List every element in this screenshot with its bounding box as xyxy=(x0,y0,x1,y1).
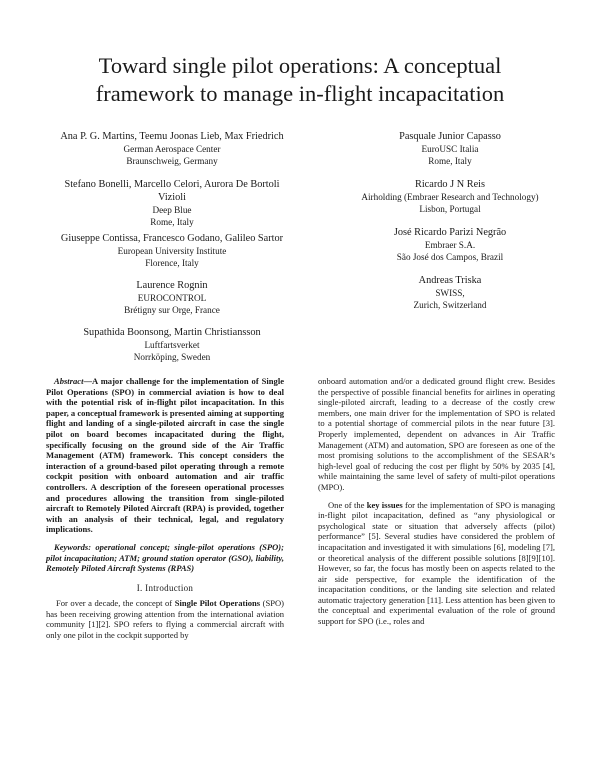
key-issues-paragraph xyxy=(318,500,555,627)
author-names: Laurence Rognin xyxy=(136,280,208,291)
location: Norrköping, Sweden xyxy=(133,351,211,362)
abstract-label: Abstract xyxy=(54,376,84,386)
section-heading-introduction: I. Introduction xyxy=(136,582,194,593)
location: Zurich, Switzerland xyxy=(413,299,487,310)
intro-bold-term: Single Pilot Operations xyxy=(174,598,261,609)
author-block-swiss xyxy=(320,274,580,311)
author-block-lfv xyxy=(40,326,304,363)
affiliation: SWISS, xyxy=(435,288,465,298)
key-issues-bold-term: key issues xyxy=(366,499,403,510)
location: Brétigny sur Orge, France xyxy=(124,304,220,315)
author-names: José Ricardo Parizi Negrão xyxy=(393,227,507,238)
key-issues-text-b: for the implementation of SPO is managing in-flight pilot incapacitation, defined as “any physiological or psychological state or situation that adversely affects (pilot) performance” [5]. Several studies have considered the problem of incapacitation and investigated it with simulations [6], modeling [7], or theoretical analysis of the different possible solutions [8][9][10]. However, so far, the focus has mostly been on aspects related to the air side perspective, for example the identification of the incapacitation conditions, or the landing site selection and related automatic trajectory generation [11]. Less attention has been given to the conceptual and experimental evaluation of the role of ground support for SPO (i.e., roles and xyxy=(318,499,555,627)
author-block-eui xyxy=(40,232,304,269)
intro-text-b: (SPO) has been receiving growing attention from the international aviation community [1][2]. SPO refers to flying a commercial aircraft with only one pilot in the cockpit supported by xyxy=(46,598,284,641)
abstract xyxy=(46,376,284,535)
author-block-dlr xyxy=(40,130,304,167)
location: Rome, Italy xyxy=(150,216,194,227)
location: São José dos Campos, Brazil xyxy=(396,251,504,262)
author-names: Giuseppe Contissa, Francesco Godano, Galileo Sartor xyxy=(60,233,284,244)
keywords xyxy=(46,542,284,574)
author-names: Ricardo J N Reis xyxy=(414,179,486,190)
title-line-2: framework to manage in-flight incapacitation xyxy=(95,81,505,106)
author-names: Ana P. G. Martins, Teemu Joonas Lieb, Max Friedrich xyxy=(60,131,284,142)
author-block-deepblue xyxy=(40,178,304,228)
key-issues-text-a: One of the xyxy=(328,499,367,510)
abstract-text: —A major challenge for the implementation of Single Pilot Operations (SPO) in commercial aviation is how to deal with the potential risk of in-flight pilot incapacitation. In this paper, a conceptual framework is presented aiming at supporting flight and landing of a single-piloted aircraft in case the single pilot on board becomes incapacitated during the flight, specifically focusing on the ground side of the Air Traffic Management (ATM) framework. This concept considers the interaction of a ground-based pilot operating through a remote cockpit position with onboard automation and air traffic controllers. A description of the foreseen operational processes and procedures allowing the transition from single-piloted aircraft to Remotely Piloted Aircraft (RPA) is provided, together with an analysis of their technical, legal, and regulatory implications. xyxy=(46,376,284,535)
author-block-eurocontrol xyxy=(40,279,304,316)
affiliation: German Aerospace Center xyxy=(123,144,221,154)
location: Lisbon, Portugal xyxy=(419,203,481,214)
location: Florence, Italy xyxy=(145,257,199,268)
affiliation: EUROCONTROL xyxy=(137,293,207,303)
author-block-embraer xyxy=(320,226,580,263)
affiliation: EuroUSC Italia xyxy=(421,144,479,154)
keywords-text: operational concept; single-pilot operations (SPO); pilot incapacitation; ATM; ground station operator (GSO), liability, Remotely Piloted Aircraft Systems (RPAS) xyxy=(46,541,284,574)
author-names: Stefano Bonelli, Marcello Celori, Aurora De Bortoli Vizioli xyxy=(64,179,280,203)
author-names: Andreas Triska xyxy=(418,275,482,286)
author-names: Supathida Boonsong, Martin Christiansson xyxy=(83,327,261,338)
affiliation: Embraer S.A. xyxy=(424,240,476,250)
right-text-column xyxy=(318,376,555,627)
authors-left-column xyxy=(40,130,304,363)
keywords-label: Keywords: xyxy=(54,541,92,552)
author-block-eurousc xyxy=(320,130,580,167)
author-names: Pasquale Junior Capasso xyxy=(399,131,501,142)
affiliation: Luftfartsverket xyxy=(144,340,200,350)
author-block-airholding xyxy=(320,178,580,215)
intro-paragraph xyxy=(46,598,284,640)
location: Rome, Italy xyxy=(428,155,472,166)
location: Braunschweig, Germany xyxy=(126,155,218,166)
left-text-column xyxy=(46,376,284,641)
continued-paragraph: onboard automation and/or a dedicated ground flight crew. Besides the perspective of possible financial benefits for airlines in operating single-piloted aircraft, leading to a decrease of the costly crew members, one main driver for the implementation of SPO is related to a potential shortage of commercial pilots in the near future [3]. Properly implemented, dependent on advances in Air Traffic Management (ATM) and automation, SPO are foreseen as one of the most promising solutions to the accomplishment of the SESAR’s high-level goal of reducing the cost per flight by 50% by 2035 [4], while maintaining the same level of safety of multi-pilot operations (MPO). xyxy=(318,376,555,492)
paper-title xyxy=(40,52,560,108)
affiliation: Airholding (Embraer Research and Technology) xyxy=(361,192,539,202)
affiliation: Deep Blue xyxy=(152,205,192,215)
intro-text-a: For over a decade, the concept of xyxy=(56,598,175,609)
affiliation: European University Institute xyxy=(117,246,227,256)
title-line-1: Toward single pilot operations: A conceptual xyxy=(98,53,502,78)
authors-right-column xyxy=(320,130,580,311)
